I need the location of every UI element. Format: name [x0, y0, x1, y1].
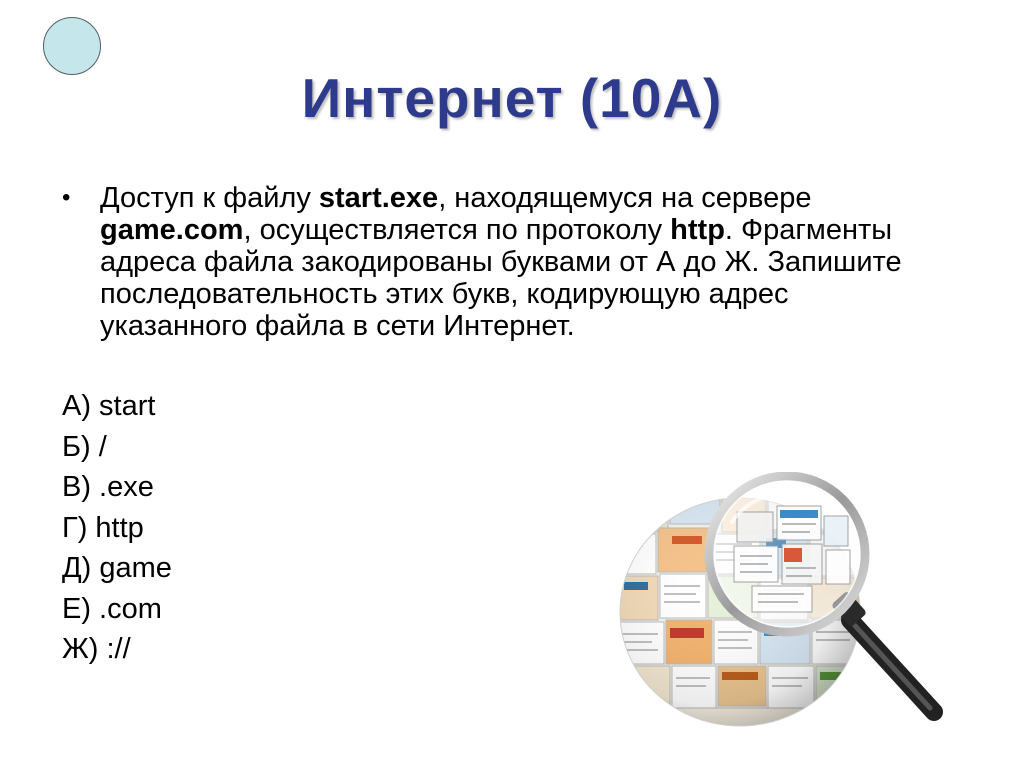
question-part-4: . Фрагменты адреса файла закодированы буквами от А до Ж. Запишите последовательность этих букв, кодирующую адрес указанного файла в сети Интернет.	[100, 214, 902, 342]
question-text	[100, 182, 930, 342]
globe-magnifier-icon	[612, 472, 952, 732]
question-part-3: , осуществляется по протоколу	[243, 214, 671, 246]
option-e: Е) .com	[62, 592, 162, 625]
slide-title: Интернет (10А)	[301, 67, 723, 129]
option-d: Д) game	[62, 552, 172, 584]
file-name: start.exe	[318, 182, 439, 214]
question-part-1: Доступ к файлу	[100, 182, 319, 214]
option-g: Г) http	[62, 511, 144, 544]
option-b: Б) /	[62, 430, 107, 463]
option-v: В) .exe	[62, 471, 154, 503]
question-part-2: , находящемуся на сервере	[438, 182, 812, 214]
option-a: А) start	[62, 390, 156, 422]
protocol-name: http	[670, 214, 725, 246]
magnifier-lens	[709, 476, 865, 632]
server-name: game.com	[100, 214, 244, 246]
option-zh: Ж) ://	[62, 633, 131, 665]
bullet: •	[62, 184, 71, 211]
answer-options	[62, 386, 172, 670]
